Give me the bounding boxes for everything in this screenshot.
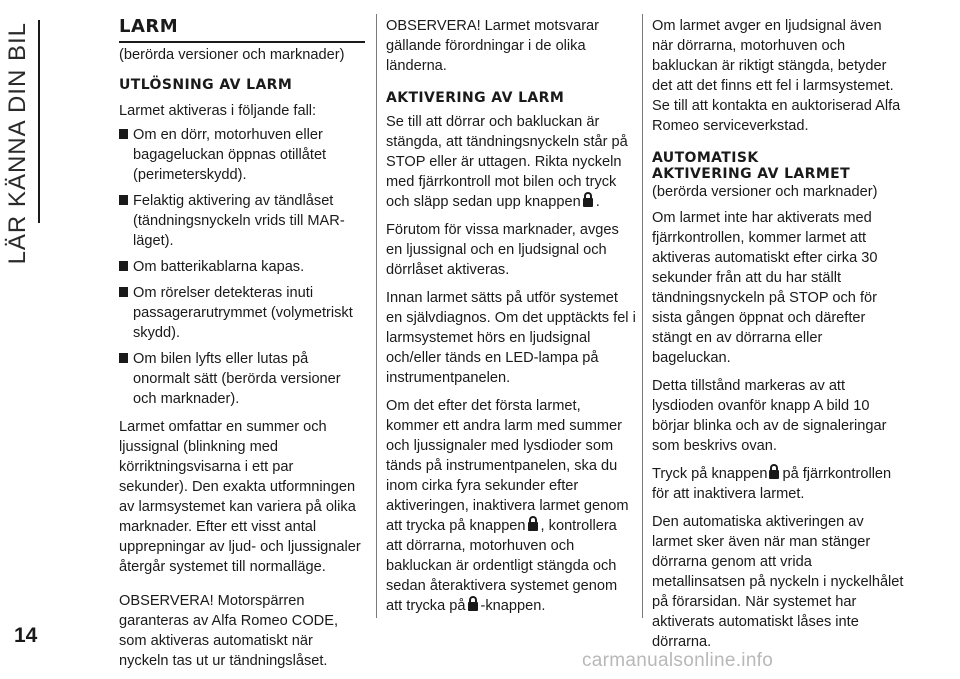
- paragraph: Innan larmet sätts på utför systemet en självdiagnos. Om det upptäckts fel i larmsystemet hörs en ljudsignal och/eller tänds en LED-lampa på instrumentpanelen.: [386, 290, 636, 386]
- heading-line: AUTOMATISK: [652, 150, 759, 166]
- lock-icon: [528, 522, 538, 531]
- column-3: [652, 16, 904, 660]
- paragraph: Larmet omfattar en summer och ljussignal (blinkning med körriktningsvisarna i ett par sekunder). Den exakta utformningen av larmsystemet kan variera på olika marknader. Efter ett visst antal upprepningar av ljud- och ljussignaler återgår systemet till normalläge.: [119, 419, 361, 575]
- paragraph: Förutom för vissa marknader, avges en ljussignal och en ljudsignal och dörrlåset aktiveras.: [386, 222, 619, 278]
- list-item: Om rörelser detekteras inuti passagerarutrymmet (volymetriskt skydd).: [119, 283, 365, 343]
- paragraph: Den automatiska aktiveringen av larmet sker även när man stänger dörrarna genom att vrida metallinsatsen på nyckeln i nyckelhålet på förarsidan. När systemet har aktiverats automatiskt låses inte dörrarna.: [652, 514, 904, 650]
- section-heading-triggering: UTLÖSNING AV LARM: [119, 77, 293, 93]
- section-heading-activation: AKTIVERING AV LARM: [386, 90, 565, 106]
- paragraph: [386, 112, 636, 212]
- list-item: Om bilen lyfts eller lutas på onormalt sätt (berörda versioner och marknader).: [119, 349, 365, 409]
- heading-line: AKTIVERING AV LARMET: [652, 166, 851, 182]
- lock-icon: [583, 198, 593, 207]
- column-divider-1: [376, 14, 377, 618]
- section-subtitle: (berörda versioner och marknader): [652, 184, 878, 200]
- trigger-list: [119, 125, 365, 409]
- page-number: 14: [14, 624, 38, 647]
- chapter-title: LÄR KÄNNA DIN BIL: [4, 22, 31, 265]
- paragraph: Detta tillstånd markeras av att lysdioden ovanför knapp A bild 10 börjar blinka och av de signaleringar som beskrivs ovan.: [652, 378, 887, 454]
- list-item: Om batterikablarna kapas.: [119, 257, 365, 277]
- text-segment: Om det efter det första larmet, kommer ett andra larm med summer och ljussignaler med lysdioder som tänds på instrumentpanelen, ska du inom cirka fyra sekunder efter aktiveringen, inaktivera larmet genom att trycka på knappen: [386, 398, 629, 534]
- text-segment: .: [595, 194, 600, 210]
- paragraph: [652, 464, 904, 504]
- column-2: [386, 16, 636, 624]
- list-item: Felaktig aktivering av tändlåset (tändningsnyckeln vrids till MAR-läget).: [119, 191, 365, 251]
- paragraph: OBSERVERA! Larmet motsvarar gällande förordningar i de olika länderna.: [386, 18, 600, 74]
- section-heading-auto-activation: [652, 150, 904, 182]
- text-segment: på fjärrkontrollen för att inaktivera larmet.: [652, 466, 892, 502]
- column-divider-2: [642, 14, 643, 618]
- chapter-rule: [38, 20, 40, 223]
- paragraph: OBSERVERA! Motorspärren garanteras av Alfa Romeo CODE, som aktiveras automatiskt när nyckeln tas ut ur tändningslåset.: [119, 593, 339, 669]
- paragraph: [386, 396, 636, 616]
- paragraph: Om larmet inte har aktiverats med fjärrkontrollen, kommer larmet att aktiveras automatiskt efter cirka 30 sekunder från att du har ställt tändningsnyckeln på STOP och för sista gången öppnat och därefter stängt en av dörrarna eller bageluckan.: [652, 210, 878, 366]
- text-segment: Se till att dörrar och bakluckan är stängda, att tändningsnyckeln står på STOP eller är uttagen. Rikta nyckeln med fjärrkontroll mot bilen och tryck och släpp sedan upp knappen: [386, 114, 628, 210]
- lock-icon: [468, 602, 478, 611]
- main-subtitle: (berörda versioner och marknader): [119, 47, 345, 63]
- intro-text: Larmet aktiveras i följande fall:: [119, 103, 317, 119]
- watermark: carmanualsonline.info: [582, 650, 774, 671]
- text-segment: Tryck på knappen: [652, 466, 768, 482]
- list-item: Om en dörr, motorhuven eller bagageluckan öppnas otillåtet (perimeterskydd).: [119, 125, 365, 185]
- column-1: [119, 16, 365, 679]
- text-segment: -knappen.: [480, 598, 546, 614]
- paragraph: Om larmet avger en ljudsignal även när dörrarna, motorhuven och bakluckan är riktigt stängda, betyder det att det finns ett fel i larmsystemet. Se till att kontakta en auktoriserad Alfa Romeo serviceverkstad.: [652, 18, 901, 134]
- text-segment: , kontrollera att dörrarna, motorhuven och bakluckan är ordentligt stängda och sedan återaktivera systemet genom att trycka på: [386, 518, 618, 614]
- lock-icon: [769, 470, 779, 479]
- main-heading: LARM: [119, 16, 365, 43]
